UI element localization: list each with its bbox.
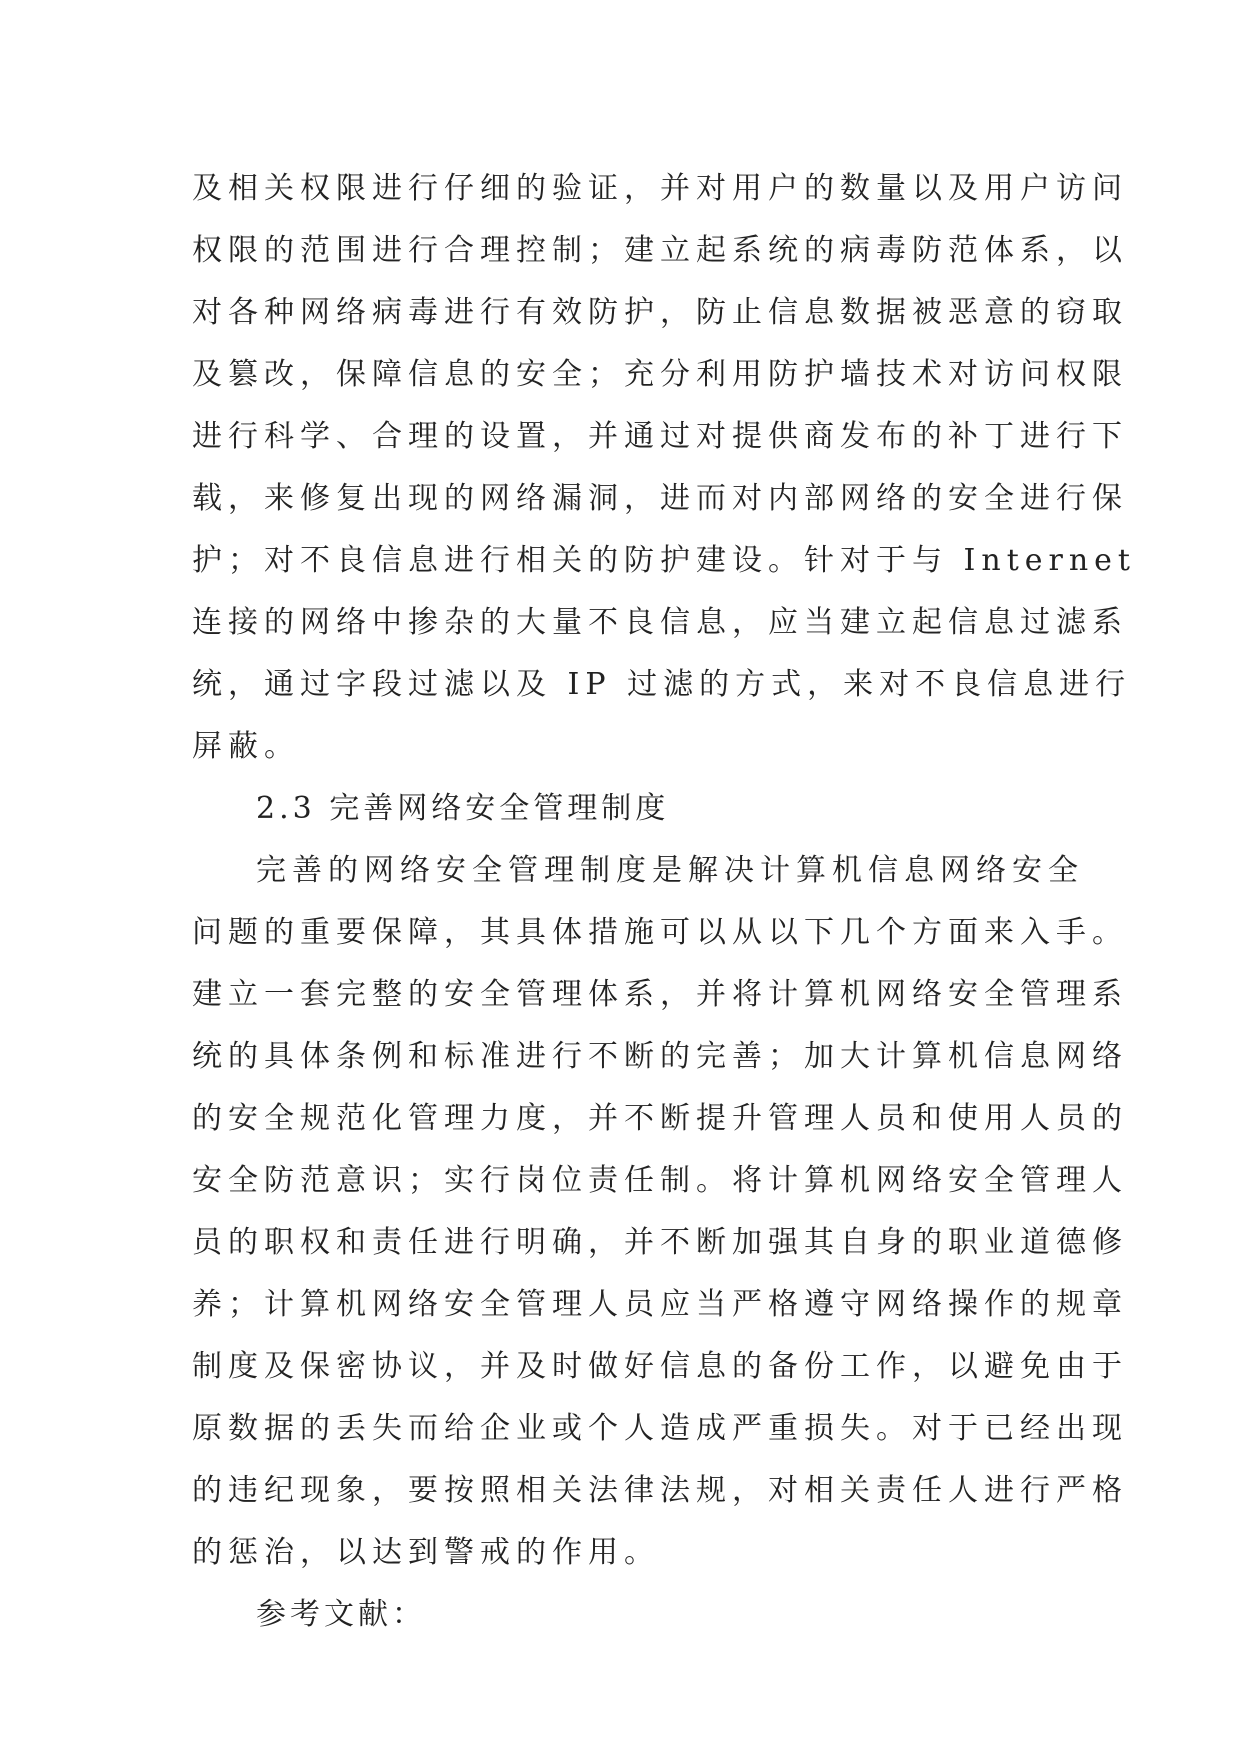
paragraph-line: 的安全规范化管理力度，并不断提升管理人员和使用人员的 bbox=[192, 1101, 1128, 1136]
paragraph-line: 及篡改，保障信息的安全；充分利用防护墙技术对访问权限 bbox=[192, 357, 1128, 392]
paragraph-line: 的违纪现象，要按照相关法律法规，对相关责任人进行严格 bbox=[192, 1473, 1128, 1508]
paragraph-line: 员的职权和责任进行明确，并不断加强其自身的职业道德修 bbox=[192, 1225, 1128, 1260]
paragraph-line: 及相关权限进行仔细的验证，并对用户的数量以及用户访问 bbox=[192, 171, 1128, 206]
paragraph-line: 连接的网络中掺杂的大量不良信息，应当建立起信息过滤系 bbox=[192, 605, 1128, 640]
paragraph-line: 制度及保密协议，并及时做好信息的备份工作，以避免由于 bbox=[192, 1349, 1128, 1384]
paragraph-line: 进行科学、合理的设置，并通过对提供商发布的补丁进行下 bbox=[192, 419, 1128, 454]
paragraph-line: 对各种网络病毒进行有效防护，防止信息数据被恶意的窃取 bbox=[192, 295, 1128, 330]
paragraph-line: 原数据的丢失而给企业或个人造成严重损失。对于已经出现 bbox=[192, 1411, 1128, 1446]
section-heading: 2.3 完善网络安全管理制度 bbox=[256, 791, 670, 826]
paragraph-line: 完善的网络安全管理制度是解决计算机信息网络安全 bbox=[256, 853, 1084, 888]
paragraph-line: 载，来修复出现的网络漏洞，进而对内部网络的安全进行保 bbox=[192, 481, 1128, 516]
paragraph-line: 问题的重要保障，其具体措施可以从以下几个方面来入手。 bbox=[192, 915, 1128, 950]
paragraph-line: 屏蔽。 bbox=[192, 729, 300, 764]
text-column bbox=[192, 158, 1136, 1646]
paragraph-line: 护；对不良信息进行相关的防护建设。针对于与 Internet bbox=[192, 543, 1136, 578]
paragraph-line: 养；计算机网络安全管理人员应当严格遵守网络操作的规章 bbox=[192, 1287, 1128, 1322]
paragraph-line: 安全防范意识；实行岗位责任制。将计算机网络安全管理人 bbox=[192, 1163, 1128, 1198]
references-heading: 参考文献： bbox=[256, 1597, 426, 1632]
paragraph-line: 统，通过字段过滤以及 IP 过滤的方式，来对不良信息进行 bbox=[192, 667, 1132, 702]
paragraph-management-system bbox=[192, 840, 1128, 1584]
paragraph-network-protection bbox=[192, 158, 1136, 778]
paragraph-line: 权限的范围进行合理控制；建立起系统的病毒防范体系，以 bbox=[192, 233, 1128, 268]
paragraph-line: 建立一套完整的安全管理体系，并将计算机网络安全管理系 bbox=[192, 977, 1128, 1012]
paragraph-line: 统的具体条例和标准进行不断的完善；加大计算机信息网络 bbox=[192, 1039, 1128, 1074]
paragraph-line: 的惩治，以达到警戒的作用。 bbox=[192, 1535, 660, 1570]
